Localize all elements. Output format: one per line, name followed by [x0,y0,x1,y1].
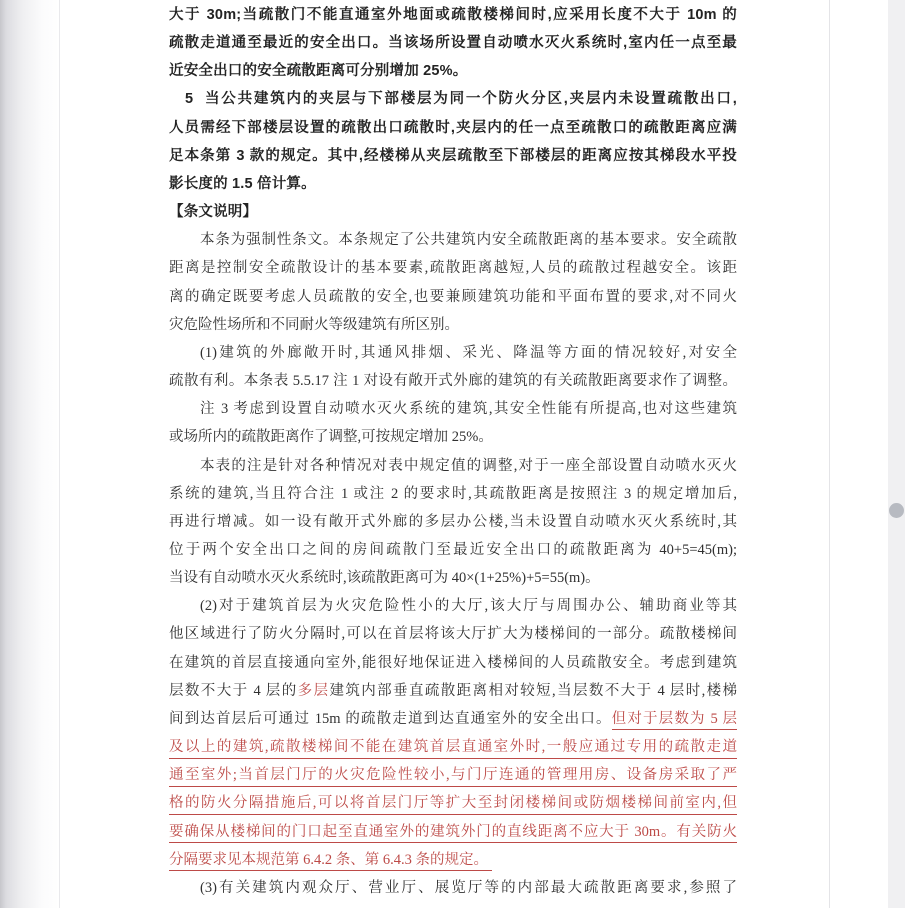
red-underlined-text-segment: 及以上的建筑,疏散楼梯间不能在建筑首层直通室外时,一般应通过专用的疏散走道 [169,739,737,759]
text-line [169,874,737,902]
red-underlined-text-segment: 但对于层数为 5 层 [612,711,737,731]
text-line [169,733,737,761]
text-line [169,620,737,648]
text-segment: (2)对于建筑首层为火灾危险性小的大厅,该大厅与周围办公、辅助商业等其 [200,598,737,615]
text-segment: 层数不大于 4 层的 [169,682,298,699]
text-segment: 本条为强制性条文。本条规定了公共建筑内安全疏散距离的基本要求。安全疏散 [200,232,737,249]
text-line [169,142,737,170]
text-segment: 他区域进行了防火分隔时,可以在首层将该大厅扩大为楼梯间的一部分。疏散楼梯间 [169,626,737,643]
text-segment: 离的确定既要考虑人员疏散的安全,也要兼顾建筑功能和平面布置的要求,对不同火 [169,288,737,305]
text-segment: 距离是控制安全疏散设计的基本要素,疏散距离越短,人员的疏散过程越安全。该距 [169,260,737,277]
text-line [169,452,737,480]
text-segment: 人员需经下部楼层设置的疏散出口疏散时,夹层内的任一点至疏散口的疏散距离应满 [169,119,737,136]
text-line [169,311,737,339]
text-line [169,1,737,29]
text-line [169,592,737,620]
text-segment: 位于两个安全出口之间的房间疏散门至最近安全出口的疏散距离为 40+5=45(m); [169,541,737,558]
text-line [169,649,737,677]
red-underlined-text-segment: 通至室外;当首层门厅的火灾危险性较小,与门厅连通的管理用房、设备房采取了严 [169,767,737,787]
red-text-segment: 多层 [297,682,330,699]
text-line [169,677,737,705]
scrollbar-thumb[interactable] [889,503,904,518]
text-segment: 5 当公共建筑内的夹层与下部楼层为同一个防火分区,夹层内未设置疏散出口, [185,91,737,108]
text-line [169,283,737,311]
text-line [169,254,737,282]
text-segment: 在建筑的首层直接通向室外,能很好地保证进入楼梯间的人员疏散安全。考虑到建筑 [169,654,737,671]
text-line [169,226,737,254]
text-line [169,789,737,817]
text-segment: 足本条第 3 款的规定。其中,经楼梯从夹层疏散至下部楼层的距离应按其梯段水平投 [169,147,737,164]
text-line [169,29,737,57]
text-segment: 当设有自动喷水灭火系统时,该疏散距离可为 40×(1+25%)+5=55(m)。 [169,570,600,587]
text-segment: 【条文说明】 [169,204,258,221]
red-underlined-text-segment: 格的防火分隔措施后,可以将首层门厅等扩大至封闭楼梯间或防烟楼梯间前室内,但 [169,795,737,815]
text-segment: 疏散有利。本条表 5.5.17 注 1 对设有敞开式外廊的建筑的有关疏散距离要求作了调整。 [169,373,737,390]
text-line [169,198,737,226]
text-line [169,85,737,113]
scrollbar-track[interactable] [888,0,905,908]
text-segment: 或场所内的疏散距离作了调整,可按规定增加 25%。 [169,429,493,446]
text-line [169,367,737,395]
text-line [169,761,737,789]
text-line [169,339,737,367]
text-segment: 本表的注是针对各种情况对表中规定值的调整,对于一座全部设置自动喷水灭火 [200,457,737,474]
text-line [169,423,737,451]
text-segment: 大于 30m;当疏散门不能直通室外地面或疏散楼梯间时,应采用长度不大于 10m 的 [169,7,737,23]
text-line [169,114,737,142]
document-page [60,0,830,908]
text-line [169,536,737,564]
text-segment: 系统的建筑,当且符合注 1 或注 2 的要求时,其疏散距离是按照注 3 的规定增加后, [169,485,737,502]
text-line [169,846,737,874]
red-underlined-text-segment: 要确保从楼梯间的门口起至直通室外的建筑外门的直线距离不应大于 30m。有关防火 [169,824,737,844]
text-segment: 间到达首层后可通过 15m 的疏散走道到达直通室外的安全出口。 [169,710,612,727]
text-segment: (1)建筑的外廊敞开时,其通风排烟、采光、降温等方面的情况较好,对安全 [200,344,737,361]
text-segment: 再进行增减。如一设有敞开式外廊的多层办公楼,当未设置自动喷水灭火系统时,其 [169,513,737,530]
text-line [169,818,737,846]
text-line [169,705,737,733]
text-segment: 疏散走道通至最近的安全出口。当该场所设置自动喷水灭火系统时,室内任一点至最 [169,35,737,52]
text-line [169,57,737,85]
text-segment: 注 3 考虑到设置自动喷水灭火系统的建筑,其安全性能有所提高,也对这些建筑 [200,401,737,418]
text-line [169,564,737,592]
text-segment: 灾危险性场所和不同耐火等级建筑有所区别。 [169,316,459,333]
red-underlined-text-segment: 分隔要求见本规范第 6.4.2 条、第 6.4.3 条的规定。 [169,852,492,872]
text-column [169,1,737,902]
text-line [169,170,737,198]
text-segment: 建筑内部垂直疏散距离相对较短,当层数不大于 4 层时,楼梯 [329,682,737,699]
text-segment: 近安全出口的安全疏散距离可分别增加 25%。 [169,63,468,80]
text-segment: 影长度的 1.5 倍计算。 [169,175,316,192]
page-left-shadow [0,0,60,908]
text-line [169,508,737,536]
text-line [169,395,737,423]
text-line [169,480,737,508]
text-segment: (3)有关建筑内观众厅、营业厅、展览厅等的内部最大疏散距离要求,参照了 [200,879,737,896]
